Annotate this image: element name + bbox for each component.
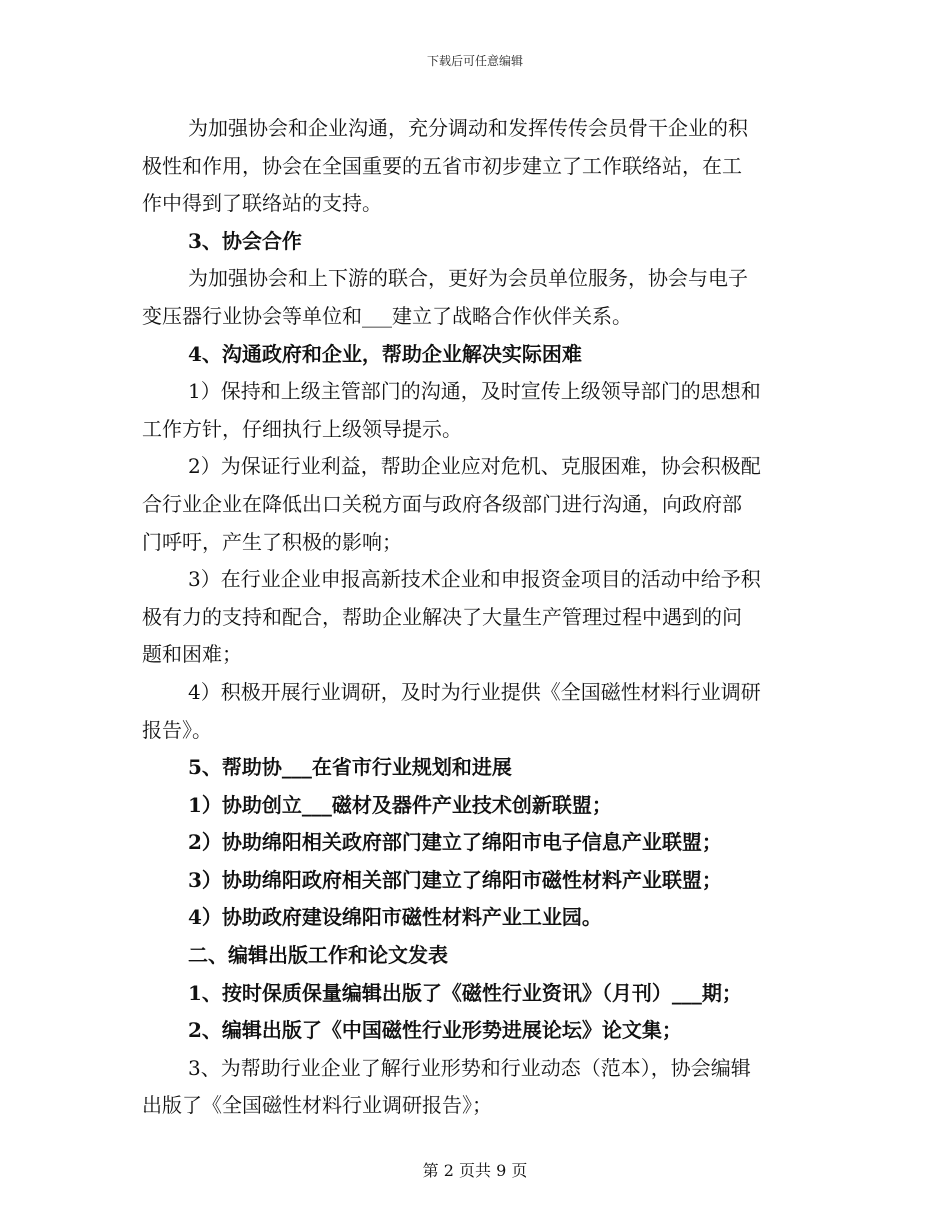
document-body xyxy=(142,110,808,1125)
paragraph-line: 极性和作用，协会在全国重要的五省市初步建立了工作联络站，在工 xyxy=(142,153,742,178)
paragraph-line: 为加强协会和上下游的联合，更好为会员单位服务，协会与电子 xyxy=(188,266,748,291)
paragraph-line: 1）保持和上级主管部门的沟通，及时宣传上级领导部门的思想和 xyxy=(188,379,761,404)
paragraph-line: 报告》。 xyxy=(142,717,212,742)
heading-line: 3、协会合作 xyxy=(188,228,302,253)
paragraph-line: 3、为帮助行业企业了解行业形势和行业动态（范本），协会编辑 xyxy=(188,1055,751,1080)
paragraph-line: 4）积极开展行业调研，及时为行业提供《全国磁性材料行业调研 xyxy=(188,679,761,704)
paragraph-line: 3）在行业企业申报高新技术企业和申报资金项目的活动中给予积 xyxy=(188,567,761,592)
paragraph-line: 合行业企业在降低出口关税方面与政府各级部门进行沟通，向政府部 xyxy=(142,491,742,516)
page-header: 下载后可任意编辑 xyxy=(426,54,523,68)
paragraph-line: 出版了《全国磁性材料行业调研报告》； xyxy=(142,1093,492,1118)
heading-line: 1、按时保质保量编辑出版了《磁性行业资讯》（月刊）___期； xyxy=(188,980,742,1005)
paragraph-line: 门呼吁，产生了积极的影响； xyxy=(142,529,402,554)
heading-line: 4、沟通政府和企业，帮助企业解决实际困难 xyxy=(188,341,582,366)
heading-line: 1）协助创立___磁材及器件产业技术创新联盟； xyxy=(188,792,612,817)
heading-line: 3）协助绵阳政府相关部门建立了绵阳市磁性材料产业联盟； xyxy=(188,867,722,892)
heading-line: 5、帮助协___在省市行业规划和进展 xyxy=(188,755,512,780)
page-number: 第 2 页共 9 页 xyxy=(422,1161,528,1180)
paragraph-line: 题和困难； xyxy=(142,642,242,667)
heading-line: 4）协助政府建设绵阳市磁性材料产业工业园。 xyxy=(188,905,602,930)
paragraph-line: 工作方针，仔细执行上级领导提示。 xyxy=(142,416,462,441)
paragraph-line: 为加强协会和企业沟通，充分调动和发挥传传会员骨干企业的积 xyxy=(188,116,748,140)
paragraph-line: 变压器行业协会等单位和___建立了战略合作伙伴关系。 xyxy=(142,303,632,328)
paragraph-line: 极有力的支持和配合，帮助企业解决了大量生产管理过程中遇到的问 xyxy=(142,604,742,629)
heading-line: 二、编辑出版工作和论文发表 xyxy=(188,943,448,968)
heading-line: 2）协助绵阳相关政府部门建立了绵阳市电子信息产业联盟； xyxy=(188,830,722,855)
paragraph-line: 作中得到了联络站的支持。 xyxy=(142,191,382,216)
heading-line: 2、编辑出版了《中国磁性行业形势进展论坛》论文集； xyxy=(188,1018,682,1043)
paragraph-line: 2）为保证行业利益，帮助企业应对危机、克服困难，协会积极配 xyxy=(188,454,761,479)
